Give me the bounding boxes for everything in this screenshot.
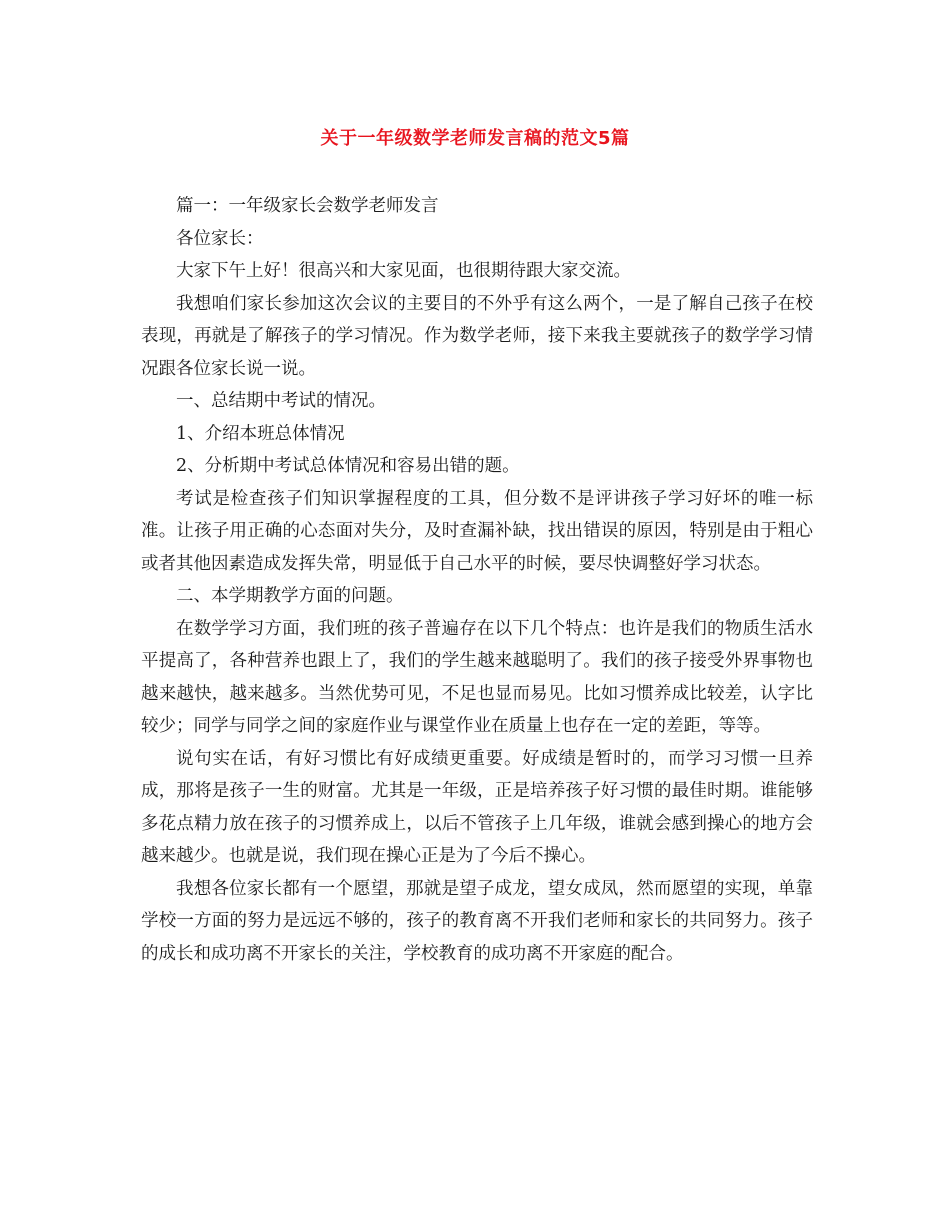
section-heading: 二、本学期教学方面的问题。 [176,586,404,606]
paragraph: 我想各位家长都有一个愿望，那就是望子成龙，望女成凤，然而愿望的实现，单靠学校一方面的努力是远远不够的，孩子的教育离不开我们老师和家长的共同努力。孩子的成长和成功离不开家长的关注，学校教育的成功离不开家庭的配合。 [141,878,813,964]
paragraph: 大家下午上好！很高兴和大家见面，也很期待跟大家交流。 [176,261,631,281]
salutation: 各位家长： [176,228,264,249]
paragraph: 我想咱们家长参加这次会议的主要目的不外乎有这么两个，一是了解自己孩子在校表现，再就是了解孩子的学习情况。作为数学老师，接下来我主要就孩子的数学学习情况跟各位家长说一说。 [141,293,813,379]
document-title: 关于一年级数学老师发言稿的范文5篇 [320,128,630,149]
list-item: 2、分析期中考试总体情况和容易出错的题。 [176,456,520,476]
paragraph: 在数学学习方面，我们班的孩子普遍存在以下几个特点：也许是我们的物质生活水平提高了，各种营养也跟上了，我们的学生越来越聪明了。我们的孩子接受外界事物也越来越快，越来越多。当然优势可见，不足也显而易见。比如习惯养成比较差，认字比较少；同学与同学之间的家庭作业与课堂作业在质量上也存在一定的差距，等等。 [141,618,813,736]
paragraph: 考试是检查孩子们知识掌握程度的工具，但分数不是评讲孩子学习好坏的唯一标准。让孩子用正确的心态面对失分，及时查漏补缺，找出错误的原因，特别是由于粗心或者其他因素造成发挥失常，明显低于自己水平的时候，要尽快调整好学习状态。 [141,488,813,574]
list-item: 1、介绍本班总体情况 [176,423,345,444]
section-heading: 篇一：一年级家长会数学老师发言 [176,196,439,216]
document-body [141,190,813,970]
paragraph: 说句实在话，有好习惯比有好成绩更重要。好成绩是暂时的，而学习习惯一旦养成，那将是孩子一生的财富。尤其是一年级，正是培养孩子好习惯的最佳时期。谁能够多花点精力放在孩子的习惯养成上，以后不管孩子上几年级，谁就会感到操心的地方会越来越少。也就是说，我们现在操心正是为了今后不操心。 [141,748,813,866]
section-heading: 一、总结期中考试的情况。 [176,391,386,411]
